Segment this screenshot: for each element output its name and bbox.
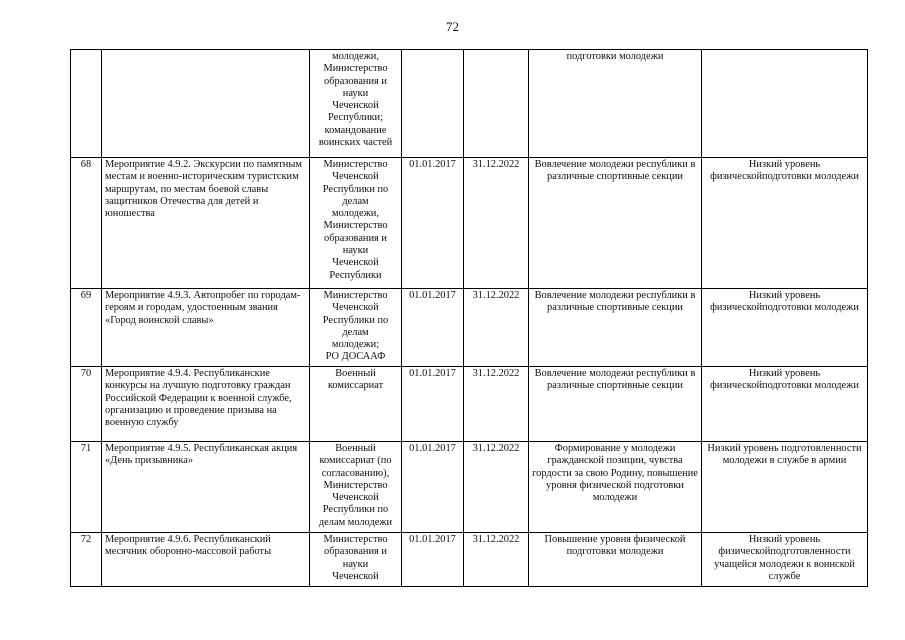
end-date: 31.12.2022 [464,158,529,289]
activity-name: Мероприятие 4.9.2. Экскурсии по памятным местам и военно-историческим туристским маршрутам, по местам боевой славы защитников Отечества для детей и юношества [102,158,310,289]
start-date: 01.01.2017 [402,533,464,587]
end-date: 31.12.2022 [464,442,529,533]
problem: Низкий уровень физическойподготовленности учащейся молодежи к воинской службе [702,533,868,587]
start-date: 01.01.2017 [402,367,464,442]
executor: молодежи, Министерство образования и науки Чеченской Республики; командование воинских частей [310,50,402,158]
start-date: 01.01.2017 [402,158,464,289]
expected-result: Повышение уровня физической подготовки молодежи [529,533,702,587]
end-date [464,50,529,158]
expected-result: подготовки молодежи [529,50,702,158]
row-number: 71 [71,442,102,533]
page-number: 72 [446,19,459,34]
start-date: 01.01.2017 [402,442,464,533]
table-row [71,442,868,533]
table-row [71,533,868,587]
table-row [71,50,868,158]
problem: Низкий уровень подготовленности молодежи в службе в армии [702,442,868,533]
expected-result: Формирование у молодежи гражданской позиции, чувства гордости за свою Родину, повышение уровня физической подготовки молодежи [529,442,702,533]
row-number: 72 [71,533,102,587]
problem [702,50,868,158]
row-number: 69 [71,289,102,367]
row-number: 70 [71,367,102,442]
table-row [71,158,868,289]
executor: Военный комиссариат (по согласованию), Министерство Чеченской Республики по делам молодежи [310,442,402,533]
expected-result: Вовлечение молодежи республики в различные спортивные секции [529,289,702,367]
executor: Министерство Чеченской Республики по делам молодежи; РО ДОСААФ [310,289,402,367]
problem: Низкий уровень физическойподготовки молодежи [702,289,868,367]
activity-name: Мероприятие 4.9.4. Республиканские конкурсы на лучшую подготовку граждан Российской Федерации к военной службе, организацию и проведение призыва на военную службу [102,367,310,442]
table-row [71,367,868,442]
problem: Низкий уровень физическойподготовки молодежи [702,158,868,289]
expected-result: Вовлечение молодежи республики в различные спортивные секции [529,158,702,289]
activity-name: Мероприятие 4.9.3. Автопробег по городам-героям и городам, удостоенным звания «Город воинской славы» [102,289,310,367]
problem: Низкий уровень физическойподготовки молодежи [702,367,868,442]
activity-name: Мероприятие 4.9.5. Республиканская акция «День призывника» [102,442,310,533]
end-date: 31.12.2022 [464,533,529,587]
activity-name: Мероприятие 4.9.6. Республиканский месячник оборонно-массовой работы [102,533,310,587]
expected-result: Вовлечение молодежи республики в различные спортивные секции [529,367,702,442]
row-number [71,50,102,158]
activities-table [70,49,868,587]
executor: Военный комиссариат [310,367,402,442]
activity-name [102,50,310,158]
executor: Министерство Чеченской Республики по делам молодежи, Министерство образования и науки Чеченской Республики [310,158,402,289]
start-date [402,50,464,158]
executor: Министерство образования и науки Чеченской [310,533,402,587]
start-date: 01.01.2017 [402,289,464,367]
end-date: 31.12.2022 [464,289,529,367]
end-date: 31.12.2022 [464,367,529,442]
table-row [71,289,868,367]
row-number: 68 [71,158,102,289]
